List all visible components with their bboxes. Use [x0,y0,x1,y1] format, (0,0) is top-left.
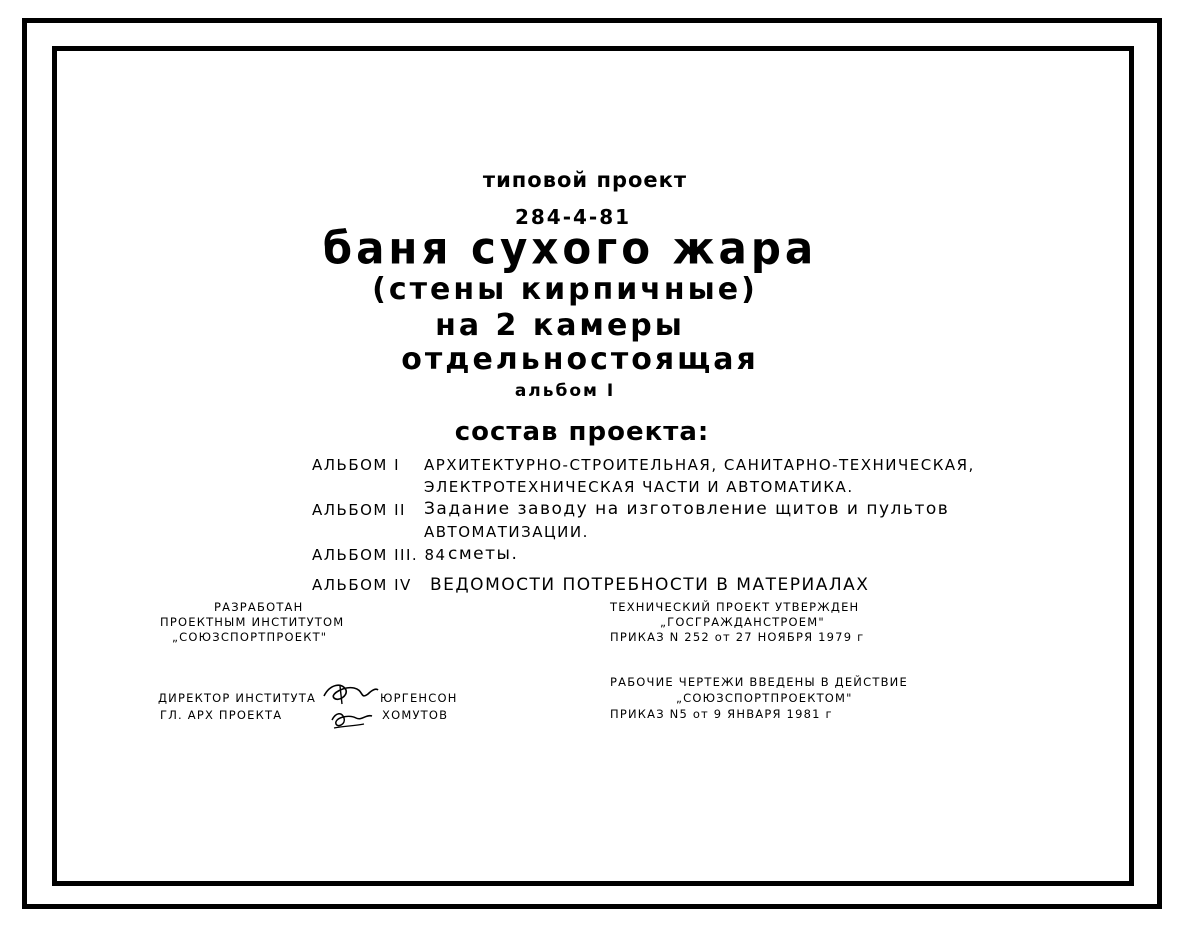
chief-architect-name: ХОМУТОВ [382,708,449,722]
chief-architect-signature-icon [328,706,376,732]
project-number: 284-4-81 [514,205,632,229]
album-1-line-2: ЭЛЕКТРОТЕХНИЧЕСКАЯ ЧАСТИ И АВТОМАТИКА. [424,478,854,496]
album-2-line-1: Задание заводу на изготовление щитов и пультов [424,499,950,519]
approval-line-1: ТЕХНИЧЕСКИЙ ПРОЕКТ УТВЕРЖДЕН [610,600,860,614]
album-4-label: АЛЬБОМ IV [312,576,412,594]
project-subtitle: (стены кирпичные) [372,272,758,307]
project-standalone: отдельностоящая [401,342,759,377]
album-1-line-1: АРХИТЕКТУРНО-СТРОИТЕЛЬНАЯ, САНИТАРНО-ТЕХНИЧЕСКАЯ, [424,456,975,474]
enactment-line-1: РАБОЧИЕ ЧЕРТЕЖИ ВВЕДЕНЫ В ДЕЙСТВИЕ [610,675,908,689]
director-signature-icon [320,680,380,708]
album-3-label: АЛЬБОМ III. 84 [312,546,447,564]
developer-line-3: „СОЮЗСПОРТПРОЕКТ" [172,630,328,644]
album-label: альбом I [514,381,616,401]
developer-line-1: РАЗРАБОТАН [214,600,304,614]
project-title: баня сухого жара [322,222,818,275]
album-2-line-2: АВТОМАТИЗАЦИИ. [424,523,589,541]
enactment-line-3: ПРИКАЗ N5 от 9 ЯНВАРЯ 1981 г [610,707,833,721]
chief-architect-role: ГЛ. АРХ ПРОЕКТА [160,708,283,722]
type-label: типовой проект [482,168,688,192]
project-chambers: на 2 камеры [435,308,685,343]
album-4-line-1: ВЕДОМОСТИ ПОТРЕБНОСТИ В МАТЕРИАЛАХ [430,575,870,595]
approval-line-3: ПРИКАЗ N 252 от 27 НОЯБРЯ 1979 г [610,630,865,644]
director-role: ДИРЕКТОР ИНСТИТУТА [158,691,317,705]
developer-line-2: ПРОЕКТНЫМ ИНСТИТУТОМ [160,615,345,629]
approval-line-2: „ГОСГРАЖДАНСТРОЕМ" [660,615,825,629]
album-3-line-1: сметы. [448,544,519,564]
album-1-label: АЛЬБОМ I [312,456,401,474]
composition-heading: состав проекта: [454,417,710,447]
album-2-label: АЛЬБОМ II [312,501,406,519]
director-name: ЮРГЕНСОН [380,691,458,705]
enactment-line-2: „СОЮЗСПОРТПРОЕКТОМ" [676,691,853,705]
